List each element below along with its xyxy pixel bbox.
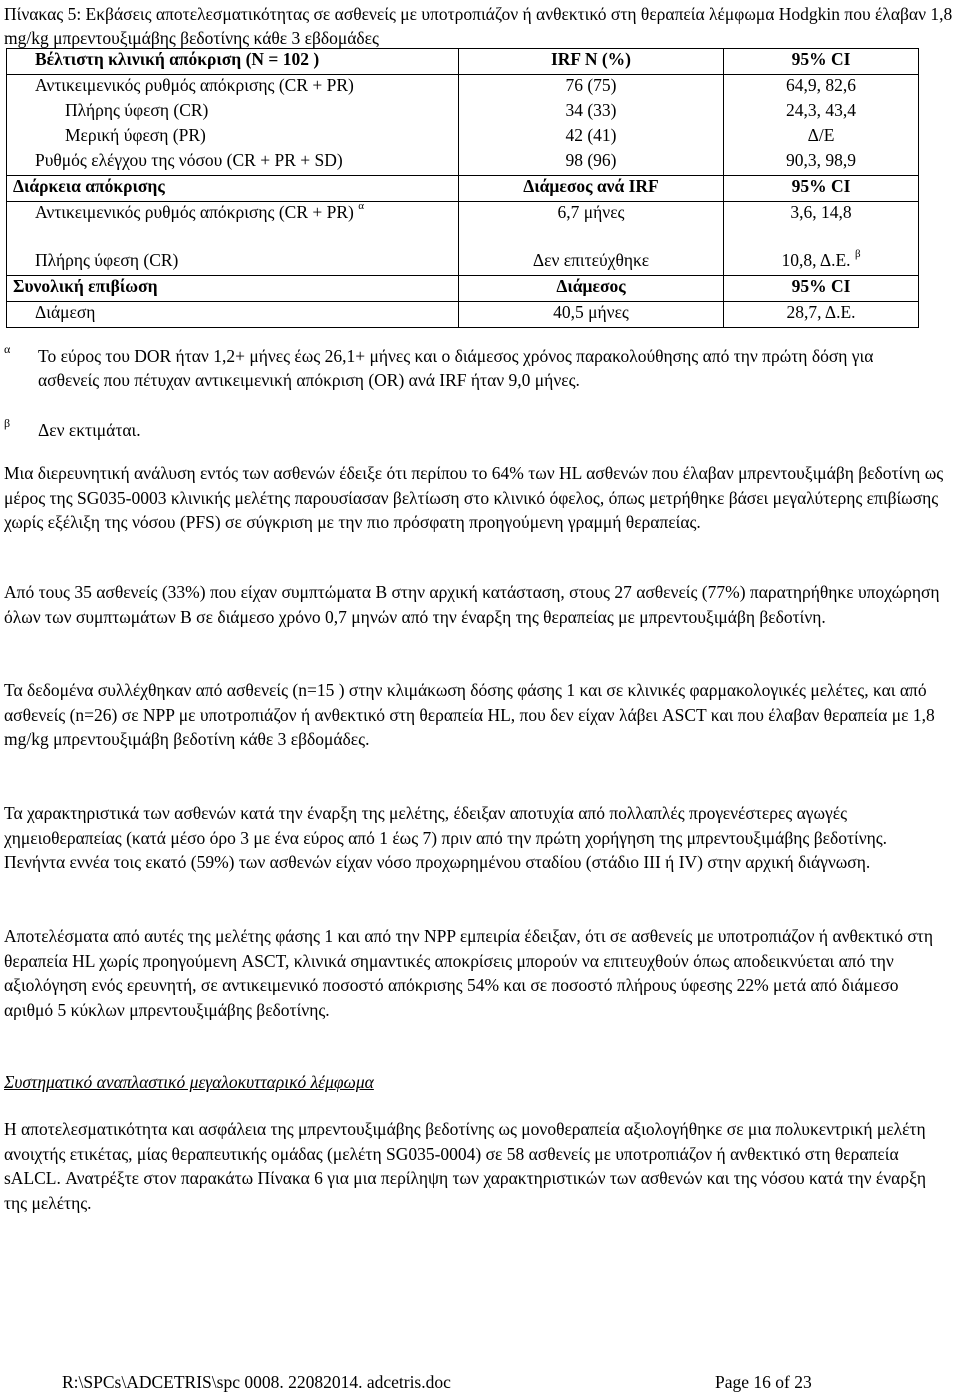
paragraph: Από τους 35 ασθενείς (33%) που είχαν συμπτώματα B στην αρχική κατάσταση, στους 27 ασθενείς (77%) παρατηρήθηκε υποχώρηση όλων των συμπτωμάτων B σε διάμεσο χρόνο 0,7 μηνών από την έναρξη της θεραπείας με μπρεντουξιμάβη βεδοτίνη. — [4, 582, 940, 627]
footnote-mark: β — [4, 416, 11, 430]
table-cell: Πλήρης ύφεση (CR) — [7, 100, 459, 125]
footnote-ref: α — [358, 200, 364, 212]
footnote-text: Το εύρος του DOR ήταν 1,2+ μήνες έως 26,1+ μήνες και ο διάμεσος χρόνος παρακολούθησης από την πρώτη δόση για ασθενείς που πέτυχαν αντικειμενική απόκριση (OR) ανά IRF ήταν 9,0 μήνες. — [38, 346, 874, 390]
table-header-row — [7, 276, 919, 302]
table-caption: Πίνακας 5: Εκβάσεις αποτελεσματικότητας σε ασθενείς με υποτροπιάζον ή ανθεκτικό στη θεραπεία λέμφωμα Hodgkin που έλαβαν 1,8 mg/kg μπρεντουξιμάβης βεδοτίνης κάθε 3 εβδομάδες — [4, 4, 953, 48]
table-row — [7, 150, 919, 176]
header-cell: 95% CI — [724, 276, 919, 302]
paragraph: Αποτελέσματα από αυτές της μελέτης φάσης 1 και από την NPP εμπειρία έδειξαν, ότι σε ασθενείς με υποτροπιάζον ή ανθεκτικό στη θεραπεία HL χωρίς προηγούμενη ASCT, κλινικά σημαντικές αποκρίσεις μπορούν να επιτευχθούν όπως αποδεικνύεται από την αξιολόγηση ενός ερευνητή, σε αντικειμενικό ποσοστό απόκρισης 54% και σε ποσοστό πλήρους ύφεσης 22% μετά από διάμεσο αριθμό 5 κύκλων μπρεντουξιμάβης βεδοτίνης. — [4, 926, 933, 1020]
table-cell: 76 (75) — [459, 75, 724, 101]
header-cell: 95% CI — [724, 176, 919, 202]
efficacy-table — [6, 48, 919, 328]
table-cell: Αντικειμενικός ρυθμός απόκρισης (CR + PR) — [7, 75, 459, 101]
table-cell: Δεν επιτεύχθηκε — [459, 250, 724, 276]
cell-text: 10,8, Δ.Ε. — [781, 250, 851, 270]
footnote-mark: α — [4, 342, 11, 356]
table-header-row — [7, 176, 919, 202]
table-cell: 40,5 μήνες — [459, 302, 724, 328]
table-cell: 28,7, Δ.Ε. — [724, 302, 919, 328]
paragraph: Η αποτελεσματικότητα και ασφάλεια της μπρεντουξιμάβης βεδοτίνης ως μονοθεραπεία αξιολογήθηκε σε μια πολυκεντρική μελέτη ανοιχτής ετικέτας, μίας θεραπευτικής ομάδας (μελέτη SG035-0004) σε 58 ασθενείς με υποτροπιάζον ή ανθεκτικό στη θεραπεία sALCL. Ανατρέξτε στον παρακάτω Πίνακα 6 για μια περίληψη των χαρακτηριστικών των ασθενών και της νόσου κατά την έναρξη της μελέτης. — [4, 1119, 927, 1213]
cell-text: Αντικειμενικός ρυθμός απόκρισης (CR + PR) — [35, 202, 354, 222]
table-header-row — [7, 49, 919, 75]
table-cell: 90,3, 98,9 — [724, 150, 919, 176]
header-cell: 95% CI — [724, 49, 919, 75]
table-cell — [7, 202, 459, 251]
table-row — [7, 250, 919, 276]
table-cell: 3,6, 14,8 — [724, 202, 919, 251]
header-cell: Συνολική επιβίωση — [7, 276, 459, 302]
footer-page-number: Page 16 of 23 — [715, 1372, 812, 1392]
table-row — [7, 302, 919, 328]
table-cell: 6,7 μήνες — [459, 202, 724, 251]
table-cell: Πλήρης ύφεση (CR) — [7, 250, 459, 276]
table-cell: Μερική ύφεση (PR) — [7, 125, 459, 150]
table-cell: 34 (33) — [459, 100, 724, 125]
paragraph: Μια διερευνητική ανάλυση εντός των ασθενών έδειξε ότι περίπου το 64% των HL ασθενών που έλαβαν μπρεντουξιμάβη βεδοτίνη ως μέρος της SG035-0003 κλινικής μελέτης παρουσίασαν βελτίωση στο κλινικό όφελος, όπως μετρήθηκε βάσει μεγαλύτερης επιβίωσης χωρίς εξέλιξη της νόσου (PFS) σε σύγκριση με την πιο πρόσφατη προηγούμενη γραμμή θεραπείας. — [4, 463, 944, 532]
table-row — [7, 100, 919, 125]
paragraph: Τα χαρακτηριστικά των ασθενών κατά την έναρξη της μελέτης, έδειξαν αποτυχία από πολλαπλές προγενέστερες αγωγές χημειοθεραπείας (κατά μέσο όρο 3 με ένα εύρος από 1 έως 7) πριν από την πρώτη χορήγηση της μπρεντουξιμάβης βεδοτίνης. Πενήντα εννέα τοις εκατό (59%) των ασθενών είχαν νόσο προχωρημένου σταδίου (στάδιο III ή IV) στην αρχική διάγνωση. — [4, 803, 888, 872]
paragraph: Τα δεδομένα συλλέχθηκαν από ασθενείς (n=15 ) στην κλιμάκωση δόσης φάσης 1 και σε κλινικές φαρμακολογικές μελέτες, και από ασθενείς (n=26) σε NPP με υποτροπιάζον ή ανθεκτικό στη θεραπεία HL, που δεν είχαν λάβει ASCT και που έλαβαν θεραπεία με 1,8 mg/kg μπρεντουξιμάβη βεδοτίνη κάθε 3 εβδομάδες. — [4, 680, 935, 749]
footnote-text: Δεν εκτιμάται. — [38, 420, 141, 440]
table-row — [7, 75, 919, 101]
table-cell: Διάμεση — [7, 302, 459, 328]
table-cell: 64,9, 82,6 — [724, 75, 919, 101]
header-cell: Διάμεσος — [459, 276, 724, 302]
section-heading: Συστηματικό αναπλαστικό μεγαλοκυτταρικό λέμφωμα — [4, 1072, 374, 1092]
table-cell — [724, 250, 919, 276]
header-cell: IRF N (%) — [459, 49, 724, 75]
header-cell: Διάρκεια απόκρισης — [7, 176, 459, 202]
table-cell: 42 (41) — [459, 125, 724, 150]
table-cell: 98 (96) — [459, 150, 724, 176]
header-cell: Διάμεσος ανά IRF — [459, 176, 724, 202]
table-row — [7, 202, 919, 251]
footnote-ref: β — [854, 248, 861, 260]
table-cell: Ρυθμός ελέγχου της νόσου (CR + PR + SD) — [7, 150, 459, 176]
table-cell: 24,3, 43,4 — [724, 100, 919, 125]
table-cell: Δ/Ε — [724, 125, 919, 150]
header-cell: Βέλτιστη κλινική απόκριση (Ν = 102 ) — [7, 49, 459, 75]
footer-file-path: R:\SPCs\ADCETRIS\spc 0008. 22082014. adcetris.doc — [62, 1372, 451, 1392]
table-row — [7, 125, 919, 150]
